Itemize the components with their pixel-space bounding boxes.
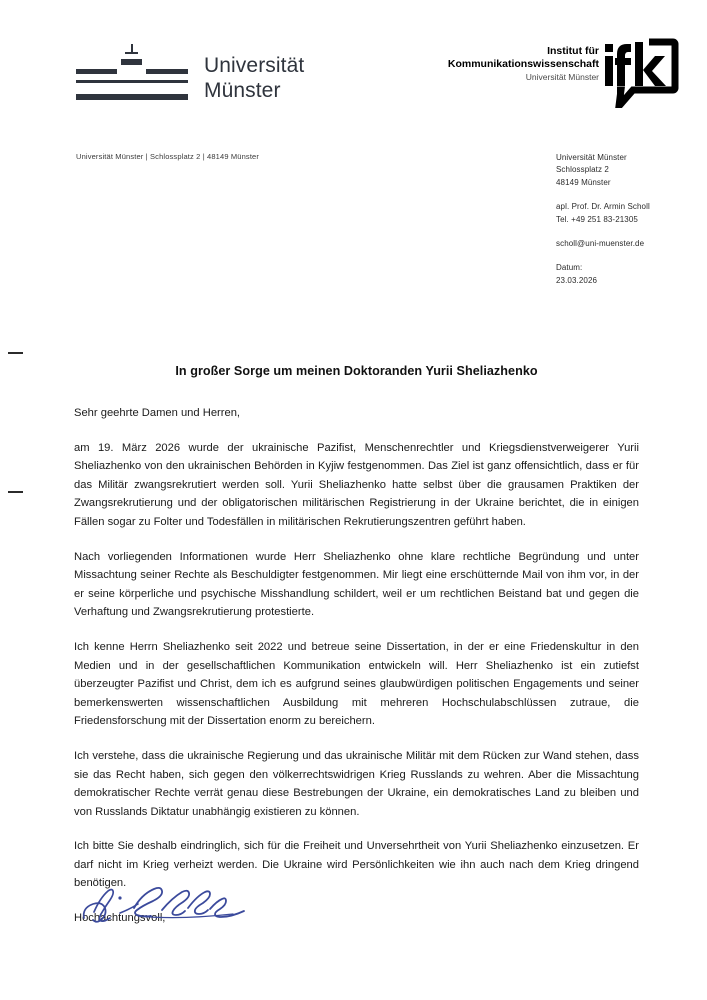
- logo-bar-rule: [76, 80, 188, 83]
- ifk-line-universitaet: Universität Münster: [525, 72, 599, 82]
- university-wordmark-line2: Münster: [204, 79, 281, 102]
- logo-bar-base: [76, 94, 188, 100]
- ifk-line-institut: Institut für: [547, 45, 599, 57]
- fold-mark-top: [8, 352, 23, 354]
- meta-address-line2: Schlossplatz 2: [556, 165, 609, 175]
- university-logo: [76, 42, 316, 112]
- meta-address: [556, 152, 706, 189]
- meta-contact-name: apl. Prof. Dr. Armin Scholl: [556, 202, 650, 212]
- university-wordmark: [204, 53, 304, 103]
- meta-date: [556, 262, 706, 287]
- meta-date-value: 23.03.2026: [556, 275, 598, 285]
- letter-closing: Hochachtungsvoll,: [74, 912, 166, 925]
- meta-email-value[interactable]: scholl@uni-muenster.de: [556, 239, 645, 249]
- logo-bar-finial-stem: [131, 44, 133, 52]
- letter-salutation: Sehr geehrte Damen und Herren,: [74, 407, 241, 419]
- letter-paragraph-5: Ich bitte Sie deshalb eindringlich, sich für die Freiheit und Unversehrtheit von Yurii Sheliazhenko einzusetzen. Er darf nicht im Krieg verheizt werden. Die Ukraine wird Persönlichkeiten wie ihn auch nach dem Krieg dringend benötigen.: [74, 840, 639, 890]
- logo-bar-finial-cap: [125, 52, 138, 54]
- meta-contact-phone: Tel. +49 251 83-21305: [556, 214, 638, 224]
- meta-contact: [556, 201, 706, 226]
- letter-title: In großer Sorge um meinen Doktoranden Yurii Sheliazhenko: [175, 364, 538, 378]
- university-castle-icon: [76, 42, 188, 110]
- university-wordmark-line1: Universität: [204, 54, 305, 77]
- logo-bar-block: [121, 59, 142, 65]
- letter-paragraph-2: Nach vorliegenden Informationen wurde Herr Sheliazhenko ohne klare rechtliche Begründung und unter Missachtung seiner Rechte als Beschuldigter festgenommen. Mir liegt eine erschütternde Mail von ihm vor, in der er seine körperliche und psychische Misshandlung schildert, weil er um rechtlichen Beistand bat und gegen die Verhaftung und Zwangsrekrutierung protestierte.: [74, 550, 639, 619]
- meta-email: [556, 238, 706, 250]
- ifk-line-kommunikationswissenschaft: Kommunikationswissenschaft: [447, 58, 599, 70]
- sender-address-line: Universität Münster | Schlossplatz 2 | 48149 Münster: [76, 152, 260, 161]
- logo-bar-wing-left: [76, 69, 117, 74]
- ifk-speech-bubble-icon: [603, 36, 681, 108]
- ifk-logo: [448, 36, 681, 108]
- meta-address-line3: 48149 Münster: [556, 177, 611, 187]
- logo-bar-wing-right: [146, 69, 188, 74]
- meta-date-label: Datum:: [556, 263, 583, 273]
- letter-paragraph-1: am 19. März 2026 wurde der ukrainische Pazifist, Menschenrechtler und Kriegsdienstverweigerer Yurii Sheliazhenko von den ukrainischen Behörden in Kyjiw festgenommen. Das Ziel ist ganz offensichtlich, dass er für das Militär zwangsrekrutiert werden soll. Yurii Sheliazhenko hatte selbst über die grausamen Praktiken der Zwangsrekrutierung und der obligatorischen militärischen Registrierung in der Ukraine berichtet, die in einigen Fällen sogar zu Folter und Todesfällen in militärischen Rekrutierungszentren geführt haben.: [74, 441, 639, 528]
- signature-image: [78, 872, 278, 936]
- meta-block: [556, 152, 706, 287]
- meta-address-line1: Universität Münster: [556, 153, 627, 162]
- ifk-logo-text: [448, 36, 603, 83]
- letter-body: [74, 362, 639, 928]
- letter-paragraph-4: Ich verstehe, dass die ukrainische Regierung und das ukrainische Militär mit dem Rücken zur Wand stehen, dass sie das Recht haben, sich gegen den völkerrechtswidrigen Krieg Russlands zu wehren. Aber die Missachtung demokratischer Rechte verrät genau diese Bestrebungen der Ukraine, ein demokratisches Land zu bleiben und von Russlands Diktatur unabhängig existieren zu können.: [74, 749, 639, 818]
- letter-paragraph-3: Ich kenne Herrn Sheliazhenko seit 2022 und betreue seine Dissertation, in der er eine Friedenskultur in den Medien und in der gesellschaftlichen Kommunikation entwickeln will. Herr Sheliazhenko ist ein zutiefst überzeugter Pazifist und Christ, dem ich es aufgrund seines glaubwürdigen politischen Engagements und seiner bemerkenswerten wissenschaftlichen Ausbildung mit mehreren Hochschulabschlüssen zutraue, die Friedensforschung mit der Dissertation enorm zu bereichern.: [74, 640, 639, 728]
- fold-mark-bottom: [8, 491, 23, 493]
